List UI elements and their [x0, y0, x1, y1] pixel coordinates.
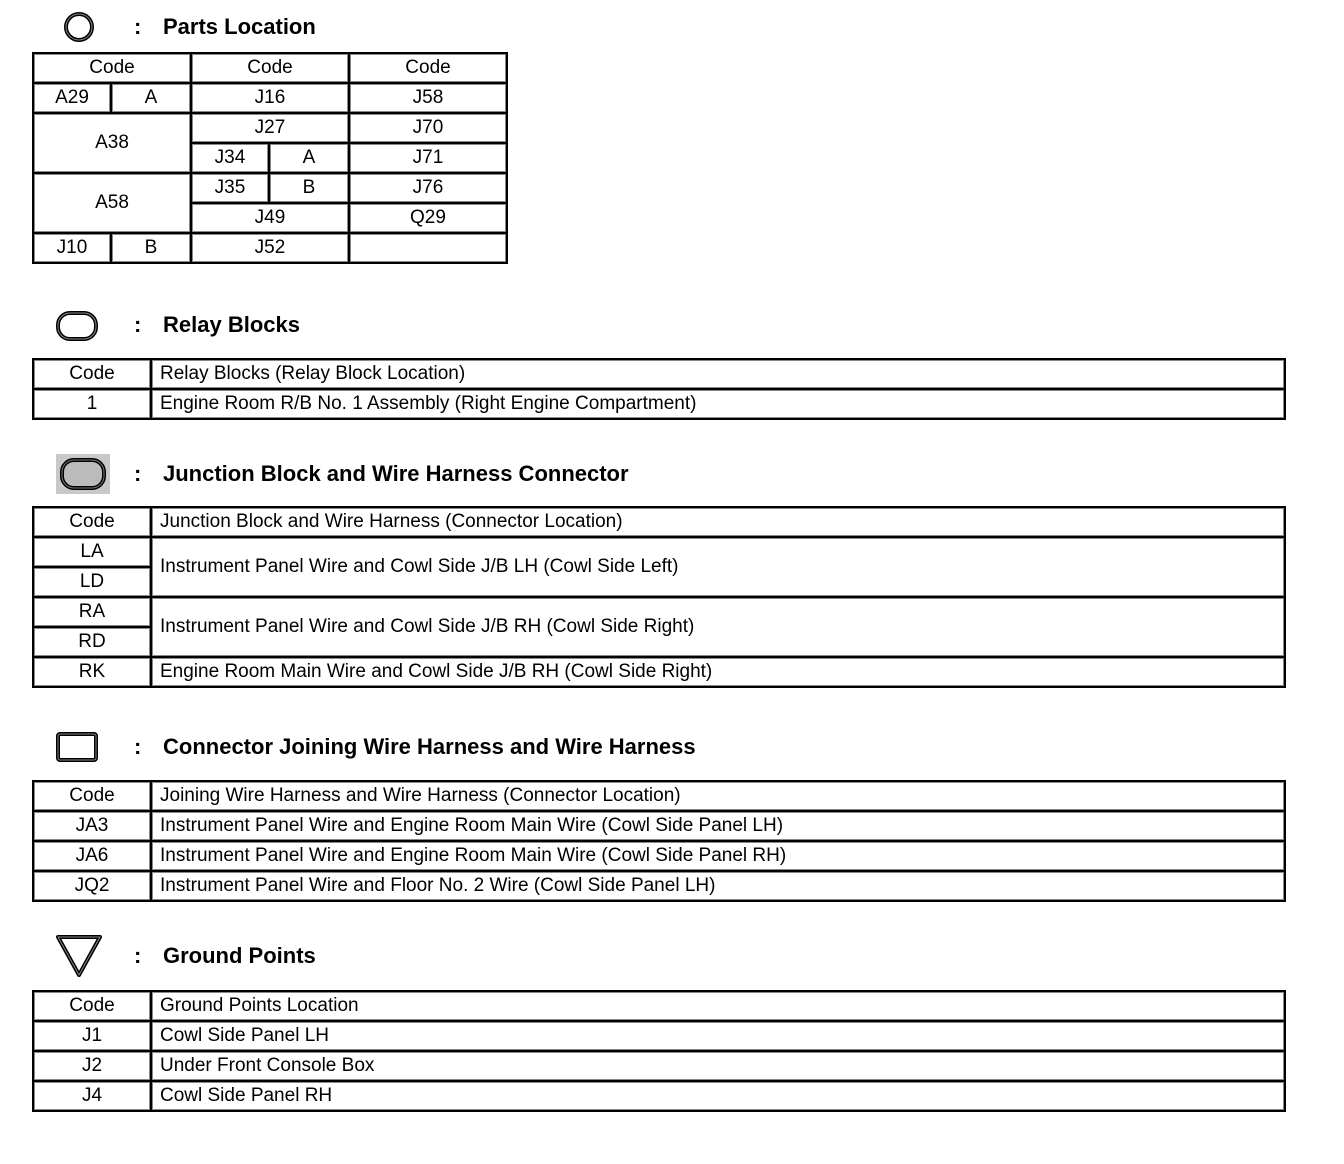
code-cell: LA [33, 537, 151, 567]
code-cell: J49 [191, 203, 349, 233]
code-cell: JA3 [33, 811, 151, 841]
code-cell: J4 [33, 1081, 151, 1111]
table-header-row [33, 991, 1285, 1021]
code-sub-cell: B [269, 173, 349, 203]
code-cell: J1 [33, 1021, 151, 1051]
table-header-row [33, 359, 1285, 389]
table-row [33, 1021, 1285, 1051]
code-cell: A58 [33, 173, 191, 233]
table-row [33, 871, 1285, 901]
code-cell: J2 [33, 1051, 151, 1081]
code-cell: J52 [191, 233, 349, 263]
table-row [33, 811, 1285, 841]
description-cell: Instrument Panel Wire and Floor No. 2 Wire (Cowl Side Panel LH) [151, 871, 1285, 901]
code-cell: A38 [33, 113, 191, 173]
junction-block-table [32, 506, 1286, 688]
relay-blocks-heading [0, 306, 1000, 346]
ground-points-table [32, 990, 1286, 1112]
column-header-description: Joining Wire Harness and Wire Harness (Connector Location) [151, 781, 1285, 811]
description-cell: Instrument Panel Wire and Engine Room Main Wire (Cowl Side Panel LH) [151, 811, 1285, 841]
table-row [33, 389, 1285, 419]
code-cell: J76 [349, 173, 507, 203]
table-header-row [33, 507, 1285, 537]
code-cell: J58 [349, 83, 507, 113]
table-header-row [33, 781, 1285, 811]
code-cell: JQ2 [33, 871, 151, 901]
code-cell: J70 [349, 113, 507, 143]
code-cell: LD [33, 567, 151, 597]
section-title: Junction Block and Wire Harness Connector [163, 461, 629, 486]
table-row [33, 597, 1285, 627]
table-row [33, 1051, 1285, 1081]
table-row [33, 1081, 1285, 1111]
connector-joining-table [32, 780, 1286, 902]
code-cell: J16 [191, 83, 349, 113]
connector-joining-heading [0, 727, 1000, 767]
column-header-description: Ground Points Location [151, 991, 1285, 1021]
code-cell: RK [33, 657, 151, 687]
section-title: Connector Joining Wire Harness and Wire Harness [163, 734, 696, 759]
code-cell: RD [33, 627, 151, 657]
column-header: Code [349, 53, 507, 83]
relay-blocks-table [32, 358, 1286, 420]
junction-block-heading [0, 453, 1000, 493]
section-title: Parts Location [163, 14, 316, 39]
code-cell: Q29 [349, 203, 507, 233]
column-header-description: Relay Blocks (Relay Block Location) [151, 359, 1285, 389]
code-sub-cell: A [111, 83, 191, 113]
section-colon: : [134, 312, 142, 337]
section-colon: : [134, 734, 142, 759]
description-cell: Cowl Side Panel RH [151, 1081, 1285, 1111]
shaded-rounded-rect-icon [55, 453, 111, 495]
section-title: Relay Blocks [163, 312, 300, 337]
description-cell: Under Front Console Box [151, 1051, 1285, 1081]
code-sub-cell: B [111, 233, 191, 263]
section-colon: : [134, 461, 142, 486]
rectangle-icon [55, 731, 99, 763]
section-colon: : [134, 943, 142, 968]
section-title: Ground Points [163, 943, 316, 968]
parts-location-table [32, 52, 508, 264]
column-header: Code [191, 53, 349, 83]
description-cell: Engine Room R/B No. 1 Assembly (Right Engine Compartment) [151, 389, 1285, 419]
column-header-code: Code [33, 991, 151, 1021]
rounded-rect-icon [55, 310, 99, 342]
column-header-description: Junction Block and Wire Harness (Connector Location) [151, 507, 1285, 537]
description-cell: Instrument Panel Wire and Engine Room Main Wire (Cowl Side Panel RH) [151, 841, 1285, 871]
code-sub-cell: A [269, 143, 349, 173]
description-cell: Instrument Panel Wire and Cowl Side J/B RH (Cowl Side Right) [151, 597, 1285, 657]
code-cell: J35 [191, 173, 269, 203]
description-cell: Engine Room Main Wire and Cowl Side J/B RH (Cowl Side Right) [151, 657, 1285, 687]
empty-cell [349, 233, 507, 263]
code-cell: JA6 [33, 841, 151, 871]
ground-points-heading [0, 934, 1000, 974]
code-cell: J71 [349, 143, 507, 173]
table-row [33, 537, 1285, 567]
description-cell: Instrument Panel Wire and Cowl Side J/B LH (Cowl Side Left) [151, 537, 1285, 597]
table-row [33, 657, 1285, 687]
column-header-code: Code [33, 781, 151, 811]
code-cell: A29 [33, 83, 111, 113]
parts-location-heading [0, 8, 1000, 48]
description-cell: Cowl Side Panel LH [151, 1021, 1285, 1051]
column-header: Code [33, 53, 191, 83]
code-cell: J27 [191, 113, 349, 143]
code-cell: 1 [33, 389, 151, 419]
code-cell: RA [33, 597, 151, 627]
circle-icon [62, 10, 96, 44]
column-header-code: Code [33, 507, 151, 537]
section-colon: : [134, 14, 142, 39]
code-cell: J10 [33, 233, 111, 263]
table-row [33, 841, 1285, 871]
column-header-code: Code [33, 359, 151, 389]
code-cell: J34 [191, 143, 269, 173]
triangle-icon [55, 934, 103, 978]
